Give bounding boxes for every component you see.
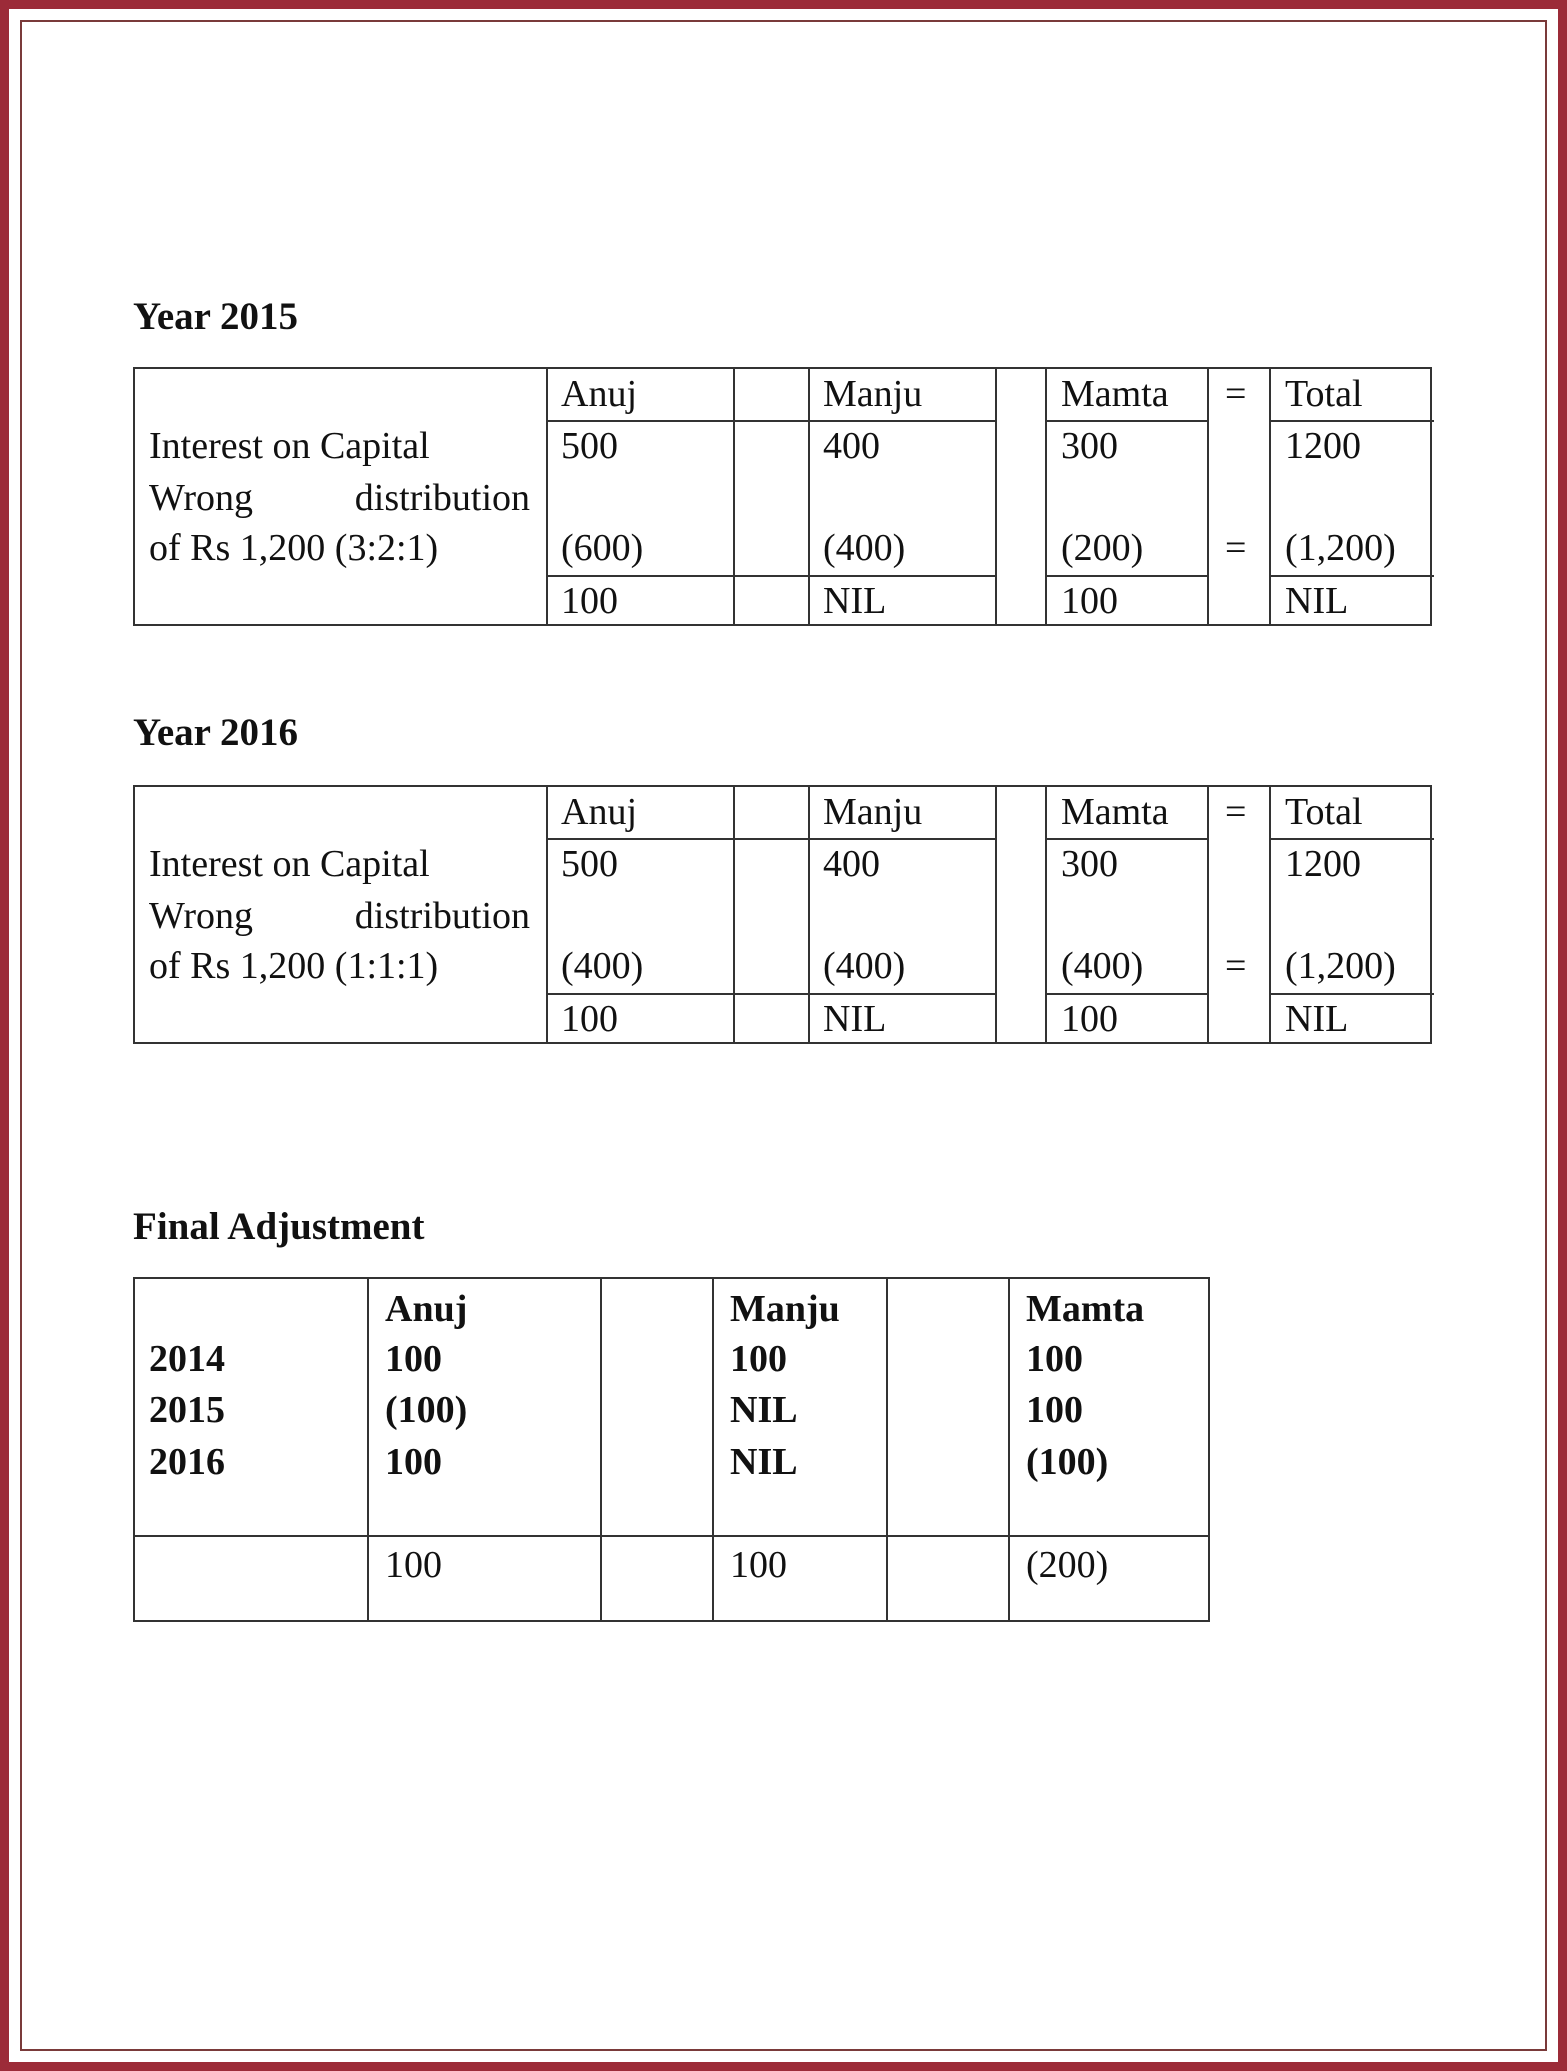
- equals-sign: =: [1225, 527, 1247, 569]
- heading-year-2015: Year 2015: [133, 295, 299, 338]
- cell: 100: [730, 1338, 787, 1380]
- cell: 100: [1061, 580, 1118, 622]
- cell: (100): [1026, 1441, 1109, 1483]
- cell: (400): [561, 945, 644, 987]
- header-manju: Manju: [823, 373, 923, 415]
- row-label: Wrong distribution: [149, 477, 530, 519]
- header-anuj: Anuj: [385, 1288, 468, 1330]
- total-mamta: (200): [1026, 1544, 1109, 1586]
- equals-sign: =: [1225, 791, 1247, 833]
- cell: 100: [1026, 1389, 1083, 1431]
- year-label: 2016: [149, 1441, 225, 1483]
- cell: NIL: [730, 1389, 798, 1431]
- header-manju: Manju: [730, 1288, 840, 1330]
- cell: 400: [823, 843, 880, 885]
- cell: 300: [1061, 425, 1118, 467]
- cell: 100: [561, 580, 618, 622]
- equals-sign: =: [1225, 945, 1247, 987]
- cell: 100: [385, 1338, 442, 1380]
- heading-final-adjustment: Final Adjustment: [133, 1205, 425, 1248]
- cell: 500: [561, 425, 618, 467]
- heading-year-2016: Year 2016: [133, 711, 299, 754]
- cell: 300: [1061, 843, 1118, 885]
- row-label: Wrong distribution: [149, 895, 530, 937]
- equals-sign: =: [1225, 373, 1247, 415]
- cell: (1,200): [1285, 945, 1396, 987]
- cell: 100: [561, 998, 618, 1040]
- cell: NIL: [1285, 580, 1349, 622]
- cell: (600): [561, 527, 644, 569]
- total-anuj: 100: [385, 1544, 442, 1586]
- cell: (400): [823, 527, 906, 569]
- table-final-adjustment: [133, 1277, 1210, 1622]
- year-label: 2014: [149, 1338, 225, 1380]
- table-year-2015: [133, 367, 1432, 626]
- total-manju: 100: [730, 1544, 787, 1586]
- cell: (400): [1061, 945, 1144, 987]
- cell: (200): [1061, 527, 1144, 569]
- year-label: 2015: [149, 1389, 225, 1431]
- cell: (400): [823, 945, 906, 987]
- row-label: of Rs 1,200 (3:2:1): [149, 527, 439, 569]
- cell: NIL: [730, 1441, 798, 1483]
- cell: NIL: [1285, 998, 1349, 1040]
- cell: 100: [1061, 998, 1118, 1040]
- cell: NIL: [823, 998, 887, 1040]
- cell: (1,200): [1285, 527, 1396, 569]
- header-total: Total: [1285, 373, 1363, 415]
- cell: 100: [1026, 1338, 1083, 1380]
- cell: 1200: [1285, 425, 1361, 467]
- header-anuj: Anuj: [561, 791, 637, 833]
- cell: 500: [561, 843, 618, 885]
- row-label: Interest on Capital: [149, 843, 430, 885]
- cell: 400: [823, 425, 880, 467]
- header-anuj: Anuj: [561, 373, 637, 415]
- table-year-2016: [133, 785, 1432, 1044]
- header-mamta: Mamta: [1061, 791, 1169, 833]
- cell: (100): [385, 1389, 468, 1431]
- header-mamta: Mamta: [1061, 373, 1169, 415]
- cell: NIL: [823, 580, 887, 622]
- header-manju: Manju: [823, 791, 923, 833]
- cell: 1200: [1285, 843, 1361, 885]
- header-total: Total: [1285, 791, 1363, 833]
- cell: 100: [385, 1441, 442, 1483]
- header-mamta: Mamta: [1026, 1288, 1145, 1330]
- row-label: of Rs 1,200 (1:1:1): [149, 945, 439, 987]
- row-label: Interest on Capital: [149, 425, 430, 467]
